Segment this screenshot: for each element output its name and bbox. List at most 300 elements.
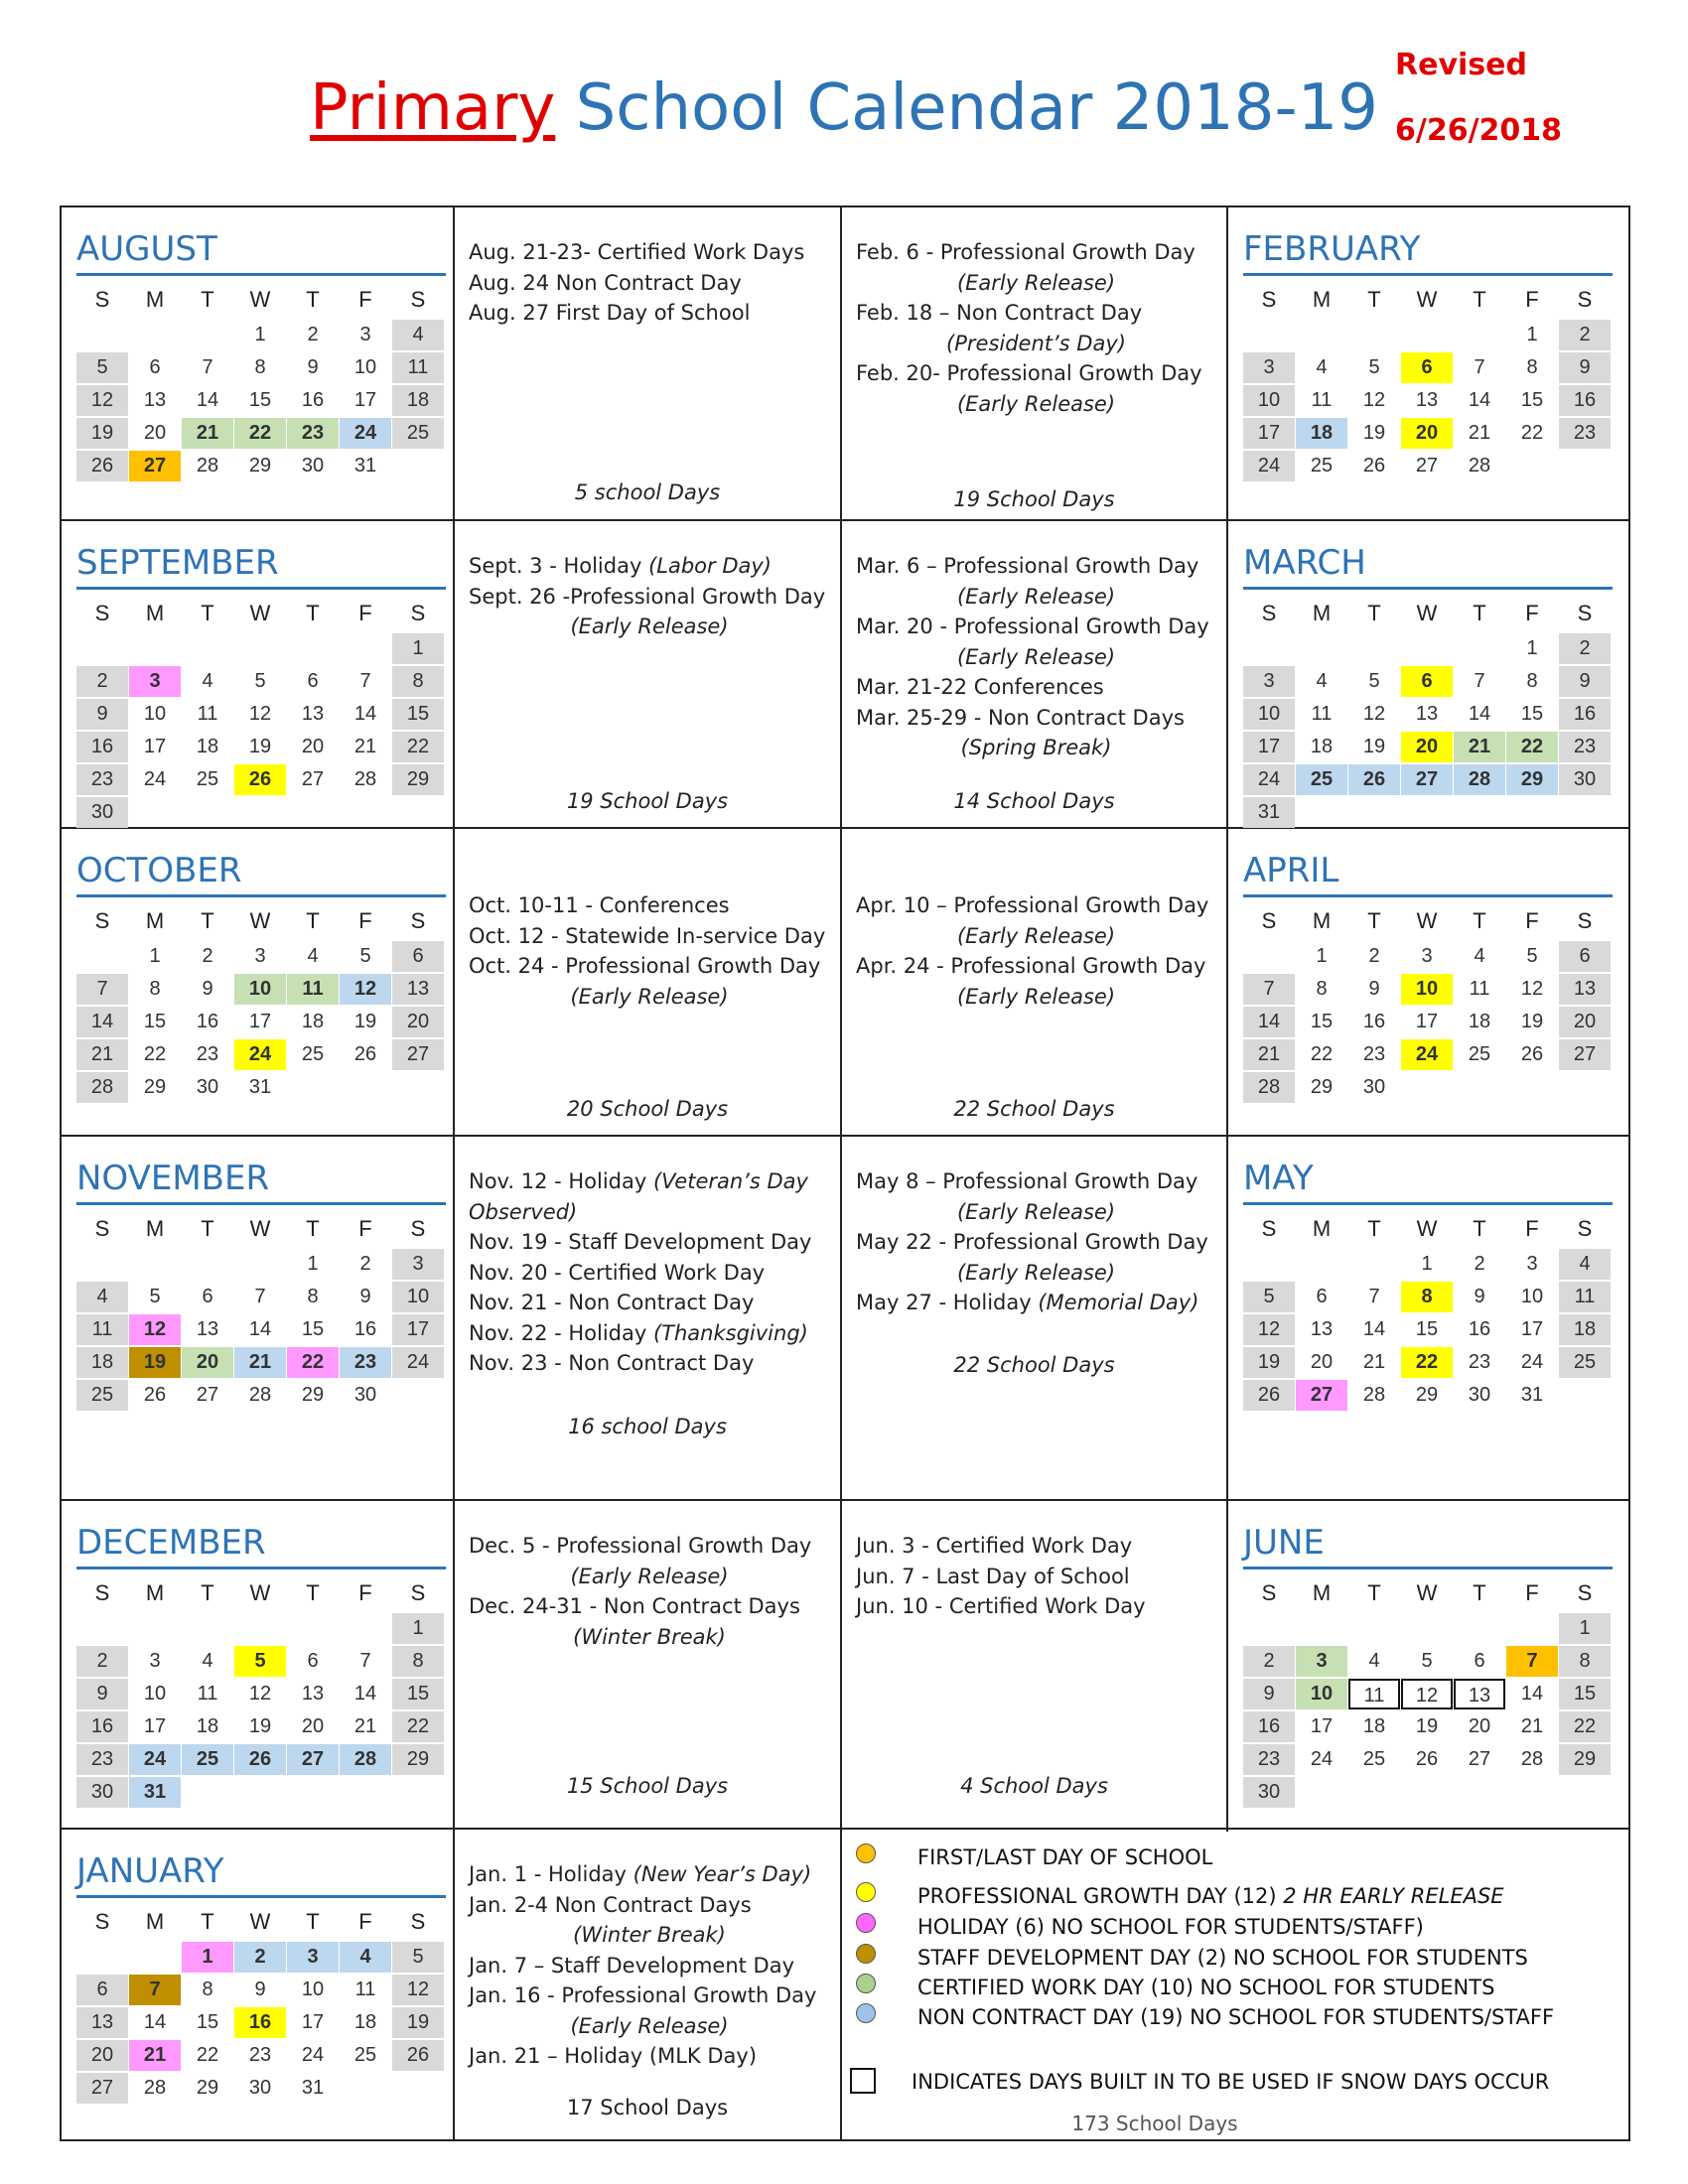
day-cell[interactable]: 27 <box>301 768 325 790</box>
day-cell[interactable]: 3 <box>1421 945 1433 967</box>
day-cell[interactable]: 8 <box>392 1646 444 1677</box>
day-cell[interactable]: 31 <box>353 455 377 477</box>
day-cell[interactable]: 2 <box>1243 1646 1295 1677</box>
day-cell[interactable]: 17 <box>1415 1011 1439 1032</box>
day-cell[interactable]: 26 <box>234 1744 286 1775</box>
day-cell[interactable]: 7 <box>254 1286 266 1307</box>
day-cell[interactable]: 22 <box>1520 422 1544 444</box>
day-cell[interactable]: 1 <box>182 1942 233 1973</box>
day-cell[interactable]: 29 <box>1310 1076 1334 1098</box>
day-cell[interactable]: 16 <box>1243 1711 1295 1742</box>
day-cell[interactable]: 5 <box>1421 1650 1433 1672</box>
day-cell[interactable]: 20 <box>1401 418 1453 449</box>
day-cell[interactable]: 27 <box>392 1039 444 1070</box>
day-cell[interactable]: 18 <box>1468 1011 1491 1032</box>
day-cell[interactable]: 22 <box>196 2044 219 2066</box>
day-cell[interactable]: 26 <box>143 1384 167 1406</box>
day-cell[interactable]: 4 <box>1316 670 1328 692</box>
day-cell[interactable]: 10 <box>143 703 167 725</box>
day-cell[interactable]: 8 <box>307 1286 319 1307</box>
day-cell[interactable]: 3 <box>359 324 371 345</box>
day-cell[interactable]: 19 <box>1243 1347 1295 1378</box>
day-cell[interactable]: 30 <box>76 797 128 828</box>
day-cell[interactable]: 23 <box>1468 1351 1491 1373</box>
day-cell[interactable]: 20 <box>1468 1715 1491 1737</box>
day-cell[interactable]: 21 <box>1454 732 1505 762</box>
day-cell[interactable]: 13 <box>1559 974 1611 1005</box>
day-cell[interactable]: 22 <box>1559 1711 1611 1742</box>
day-cell[interactable]: 19 <box>1362 736 1386 757</box>
day-cell[interactable]: 16 <box>1559 699 1611 730</box>
day-cell[interactable]: 22 <box>392 732 444 762</box>
day-cell[interactable]: 12 <box>76 385 128 416</box>
day-cell[interactable]: 10 <box>1520 1286 1544 1307</box>
day-cell[interactable]: 15 <box>1559 1679 1611 1709</box>
day-cell[interactable]: 11 <box>1469 978 1490 1000</box>
day-cell[interactable]: 26 <box>353 1043 377 1065</box>
day-cell[interactable]: 27 <box>1415 455 1439 477</box>
day-cell[interactable]: 4 <box>1368 1650 1380 1672</box>
day-cell[interactable]: 12 <box>1401 1679 1453 1709</box>
day-cell[interactable]: 25 <box>1559 1347 1611 1378</box>
day-cell[interactable]: 10 <box>353 356 377 378</box>
day-cell[interactable]: 10 <box>234 974 286 1005</box>
day-cell[interactable]: 29 <box>301 1384 325 1406</box>
day-cell[interactable]: 4 <box>202 670 213 692</box>
day-cell[interactable]: 3 <box>1243 352 1295 383</box>
day-cell[interactable]: 16 <box>196 1011 219 1032</box>
day-cell[interactable]: 28 <box>1362 1384 1386 1406</box>
day-cell[interactable]: 7 <box>1474 670 1485 692</box>
day-cell[interactable]: 25 <box>76 1380 128 1411</box>
day-cell[interactable]: 17 <box>248 1011 272 1032</box>
day-cell[interactable]: 22 <box>1506 732 1558 762</box>
day-cell[interactable]: 9 <box>1368 978 1380 1000</box>
day-cell[interactable]: 27 <box>1401 764 1453 795</box>
day-cell[interactable]: 20 <box>143 422 167 444</box>
day-cell[interactable]: 25 <box>353 2044 377 2066</box>
day-cell[interactable]: 15 <box>196 2011 219 2033</box>
day-cell[interactable]: 8 <box>1559 1646 1611 1677</box>
day-cell[interactable]: 14 <box>1468 703 1491 725</box>
day-cell[interactable]: 2 <box>202 945 213 967</box>
day-cell[interactable]: 24 <box>1310 1748 1334 1770</box>
day-cell[interactable]: 18 <box>353 2011 377 2033</box>
day-cell[interactable]: 3 <box>1526 1253 1538 1275</box>
day-cell[interactable]: 12 <box>340 974 391 1005</box>
day-cell[interactable]: 30 <box>248 2077 272 2099</box>
day-cell[interactable]: 12 <box>1362 389 1386 411</box>
day-cell[interactable]: 12 <box>1362 703 1386 725</box>
day-cell[interactable]: 27 <box>76 2073 128 2104</box>
day-cell[interactable]: 31 <box>248 1076 272 1098</box>
day-cell[interactable]: 20 <box>301 736 325 757</box>
day-cell[interactable]: 21 <box>1520 1715 1544 1737</box>
day-cell[interactable]: 23 <box>196 1043 219 1065</box>
day-cell[interactable]: 6 <box>149 356 161 378</box>
day-cell[interactable]: 26 <box>392 2040 444 2071</box>
day-cell[interactable]: 17 <box>1243 418 1295 449</box>
day-cell[interactable]: 12 <box>392 1975 444 2005</box>
day-cell[interactable]: 18 <box>392 385 444 416</box>
day-cell[interactable]: 29 <box>1506 764 1558 795</box>
day-cell[interactable]: 27 <box>287 1744 339 1775</box>
day-cell[interactable]: 17 <box>143 736 167 757</box>
day-cell[interactable]: 19 <box>1415 1715 1439 1737</box>
day-cell[interactable]: 15 <box>392 699 444 730</box>
day-cell[interactable]: 14 <box>353 1683 377 1705</box>
day-cell[interactable]: 24 <box>143 768 167 790</box>
day-cell[interactable]: 31 <box>1243 797 1295 828</box>
day-cell[interactable]: 25 <box>1296 764 1347 795</box>
day-cell[interactable]: 17 <box>1520 1318 1544 1340</box>
day-cell[interactable]: 13 <box>143 389 167 411</box>
day-cell[interactable]: 6 <box>1474 1650 1485 1672</box>
day-cell[interactable]: 19 <box>1520 1011 1544 1032</box>
day-cell[interactable]: 14 <box>76 1007 128 1037</box>
day-cell[interactable]: 13 <box>196 1318 219 1340</box>
day-cell[interactable]: 29 <box>1559 1744 1611 1775</box>
day-cell[interactable]: 3 <box>1243 666 1295 697</box>
day-cell[interactable]: 27 <box>1296 1380 1347 1411</box>
day-cell[interactable]: 5 <box>76 352 128 383</box>
day-cell[interactable]: 14 <box>1468 389 1491 411</box>
day-cell[interactable]: 20 <box>301 1715 325 1737</box>
day-cell[interactable]: 19 <box>248 736 272 757</box>
day-cell[interactable]: 28 <box>196 455 219 477</box>
day-cell[interactable]: 19 <box>248 1715 272 1737</box>
day-cell[interactable]: 31 <box>301 2077 325 2099</box>
day-cell[interactable]: 16 <box>1468 1318 1491 1340</box>
day-cell[interactable]: 27 <box>1468 1748 1491 1770</box>
day-cell[interactable]: 26 <box>1243 1380 1295 1411</box>
day-cell[interactable]: 15 <box>392 1679 444 1709</box>
day-cell[interactable]: 7 <box>1506 1646 1558 1677</box>
day-cell[interactable]: 1 <box>1559 1613 1611 1644</box>
day-cell[interactable]: 25 <box>301 1043 325 1065</box>
day-cell[interactable]: 2 <box>76 666 128 697</box>
day-cell[interactable]: 13 <box>1415 703 1439 725</box>
day-cell[interactable]: 22 <box>1401 1347 1453 1378</box>
day-cell[interactable]: 25 <box>1362 1748 1386 1770</box>
day-cell[interactable]: 5 <box>234 1646 286 1677</box>
day-cell[interactable]: 15 <box>1310 1011 1334 1032</box>
day-cell[interactable]: 11 <box>1311 389 1333 411</box>
day-cell[interactable]: 11 <box>392 352 444 383</box>
day-cell[interactable]: 30 <box>1468 1384 1491 1406</box>
day-cell[interactable]: 15 <box>1520 703 1544 725</box>
day-cell[interactable]: 28 <box>1520 1748 1544 1770</box>
day-cell[interactable]: 23 <box>1243 1744 1295 1775</box>
day-cell[interactable]: 7 <box>76 974 128 1005</box>
day-cell[interactable]: 27 <box>1559 1039 1611 1070</box>
day-cell[interactable]: 8 <box>1316 978 1328 1000</box>
day-cell[interactable]: 14 <box>1243 1007 1295 1037</box>
day-cell[interactable]: 25 <box>196 768 219 790</box>
day-cell[interactable]: 9 <box>1474 1286 1485 1307</box>
day-cell[interactable]: 8 <box>202 1979 213 2000</box>
day-cell[interactable]: 7 <box>359 670 371 692</box>
day-cell[interactable]: 1 <box>1316 945 1328 967</box>
day-cell[interactable]: 18 <box>76 1347 128 1378</box>
day-cell[interactable]: 20 <box>182 1347 233 1378</box>
day-cell[interactable]: 16 <box>234 2007 286 2038</box>
day-cell[interactable]: 16 <box>301 389 325 411</box>
day-cell[interactable]: 6 <box>76 1975 128 2005</box>
day-cell[interactable]: 21 <box>353 1715 377 1737</box>
day-cell[interactable]: 19 <box>129 1347 181 1378</box>
day-cell[interactable]: 3 <box>149 1650 161 1672</box>
day-cell[interactable]: 15 <box>1520 389 1544 411</box>
day-cell[interactable]: 4 <box>1474 945 1485 967</box>
day-cell[interactable]: 9 <box>1243 1679 1295 1709</box>
day-cell[interactable]: 11 <box>197 1683 218 1705</box>
day-cell[interactable]: 23 <box>248 2044 272 2066</box>
day-cell[interactable]: 19 <box>76 418 128 449</box>
day-cell[interactable]: 4 <box>76 1282 128 1312</box>
day-cell[interactable]: 27 <box>196 1384 219 1406</box>
day-cell[interactable]: 29 <box>392 764 444 795</box>
day-cell[interactable]: 28 <box>1454 764 1505 795</box>
day-cell[interactable]: 26 <box>76 451 128 481</box>
day-cell[interactable]: 5 <box>254 670 266 692</box>
day-cell[interactable]: 10 <box>301 1979 325 2000</box>
day-cell[interactable]: 3 <box>129 666 181 697</box>
day-cell[interactable]: 26 <box>234 764 286 795</box>
day-cell[interactable]: 5 <box>149 1286 161 1307</box>
day-cell[interactable]: 23 <box>76 764 128 795</box>
day-cell[interactable]: 5 <box>1368 670 1380 692</box>
day-cell[interactable]: 30 <box>1243 1777 1295 1808</box>
day-cell[interactable]: 18 <box>301 1011 325 1032</box>
day-cell[interactable]: 15 <box>143 1011 167 1032</box>
day-cell[interactable]: 2 <box>1559 320 1611 350</box>
day-cell[interactable]: 21 <box>1468 422 1491 444</box>
day-cell[interactable]: 26 <box>1348 764 1400 795</box>
day-cell[interactable]: 22 <box>143 1043 167 1065</box>
day-cell[interactable]: 5 <box>1368 356 1380 378</box>
day-cell[interactable]: 10 <box>1243 385 1295 416</box>
day-cell[interactable]: 22 <box>392 1711 444 1742</box>
day-cell[interactable]: 24 <box>1243 451 1295 481</box>
day-cell[interactable]: 11 <box>76 1314 128 1345</box>
day-cell[interactable]: 17 <box>1243 732 1295 762</box>
day-cell[interactable]: 24 <box>1520 1351 1544 1373</box>
day-cell[interactable]: 16 <box>76 732 128 762</box>
day-cell[interactable]: 17 <box>353 389 377 411</box>
day-cell[interactable]: 26 <box>1362 455 1386 477</box>
day-cell[interactable]: 9 <box>1559 352 1611 383</box>
day-cell[interactable]: 4 <box>1559 1249 1611 1280</box>
day-cell[interactable]: 24 <box>234 1039 286 1070</box>
day-cell[interactable]: 8 <box>1526 356 1538 378</box>
day-cell[interactable]: 3 <box>254 945 266 967</box>
day-cell[interactable]: 16 <box>1362 1011 1386 1032</box>
day-cell[interactable]: 28 <box>353 768 377 790</box>
day-cell[interactable]: 1 <box>307 1253 319 1275</box>
day-cell[interactable]: 6 <box>1559 941 1611 972</box>
day-cell[interactable]: 8 <box>149 978 161 1000</box>
day-cell[interactable]: 10 <box>392 1282 444 1312</box>
day-cell[interactable]: 4 <box>202 1650 213 1672</box>
day-cell[interactable]: 6 <box>1401 352 1453 383</box>
day-cell[interactable]: 17 <box>143 1715 167 1737</box>
day-cell[interactable]: 22 <box>1310 1043 1334 1065</box>
day-cell[interactable]: 31 <box>129 1777 181 1808</box>
day-cell[interactable]: 14 <box>143 2011 167 2033</box>
day-cell[interactable]: 3 <box>287 1942 339 1973</box>
day-cell[interactable]: 9 <box>1559 666 1611 697</box>
day-cell[interactable]: 28 <box>1468 455 1491 477</box>
day-cell[interactable]: 21 <box>182 418 233 449</box>
day-cell[interactable]: 5 <box>359 945 371 967</box>
day-cell[interactable]: 9 <box>202 978 213 1000</box>
day-cell[interactable]: 13 <box>392 974 444 1005</box>
day-cell[interactable]: 15 <box>1415 1318 1439 1340</box>
day-cell[interactable]: 7 <box>359 1650 371 1672</box>
day-cell[interactable]: 17 <box>1310 1715 1334 1737</box>
day-cell[interactable]: 1 <box>149 945 161 967</box>
day-cell[interactable]: 14 <box>1362 1318 1386 1340</box>
day-cell[interactable]: 9 <box>76 1679 128 1709</box>
day-cell[interactable]: 12 <box>129 1314 181 1345</box>
day-cell[interactable]: 30 <box>196 1076 219 1098</box>
day-cell[interactable]: 18 <box>1559 1314 1611 1345</box>
day-cell[interactable]: 25 <box>392 418 444 449</box>
day-cell[interactable]: 29 <box>1415 1384 1439 1406</box>
day-cell[interactable]: 7 <box>202 356 213 378</box>
day-cell[interactable]: 30 <box>353 1384 377 1406</box>
day-cell[interactable]: 13 <box>1310 1318 1334 1340</box>
day-cell[interactable]: 2 <box>359 1253 371 1275</box>
day-cell[interactable]: 19 <box>353 1011 377 1032</box>
day-cell[interactable]: 15 <box>301 1318 325 1340</box>
day-cell[interactable]: 7 <box>1474 356 1485 378</box>
day-cell[interactable]: 23 <box>1559 418 1611 449</box>
day-cell[interactable]: 11 <box>1311 703 1333 725</box>
day-cell[interactable]: 18 <box>196 1715 219 1737</box>
day-cell[interactable]: 24 <box>301 2044 325 2066</box>
day-cell[interactable]: 28 <box>248 1384 272 1406</box>
day-cell[interactable]: 21 <box>234 1347 286 1378</box>
day-cell[interactable]: 23 <box>76 1744 128 1775</box>
day-cell[interactable]: 1 <box>1421 1253 1433 1275</box>
day-cell[interactable]: 21 <box>353 736 377 757</box>
day-cell[interactable]: 10 <box>1296 1679 1347 1709</box>
day-cell[interactable]: 28 <box>143 2077 167 2099</box>
day-cell[interactable]: 30 <box>76 1777 128 1808</box>
day-cell[interactable]: 2 <box>76 1646 128 1677</box>
day-cell[interactable]: 25 <box>182 1744 233 1775</box>
day-cell[interactable]: 19 <box>1362 422 1386 444</box>
day-cell[interactable]: 18 <box>1310 736 1334 757</box>
day-cell[interactable]: 21 <box>129 2040 181 2071</box>
day-cell[interactable]: 17 <box>392 1314 444 1345</box>
day-cell[interactable]: 20 <box>392 1007 444 1037</box>
day-cell[interactable]: 26 <box>1415 1748 1439 1770</box>
day-cell[interactable]: 1 <box>1526 324 1538 345</box>
day-cell[interactable]: 3 <box>392 1249 444 1280</box>
day-cell[interactable]: 7 <box>1243 974 1295 1005</box>
day-cell[interactable]: 29 <box>143 1076 167 1098</box>
day-cell[interactable]: 18 <box>1296 418 1347 449</box>
day-cell[interactable]: 29 <box>196 2077 219 2099</box>
day-cell[interactable]: 6 <box>307 1650 319 1672</box>
day-cell[interactable]: 13 <box>1454 1679 1505 1709</box>
day-cell[interactable]: 1 <box>392 1613 444 1644</box>
day-cell[interactable]: 4 <box>392 320 444 350</box>
day-cell[interactable]: 4 <box>307 945 319 967</box>
day-cell[interactable]: 30 <box>301 455 325 477</box>
day-cell[interactable]: 14 <box>196 389 219 411</box>
day-cell[interactable]: 26 <box>1520 1043 1544 1065</box>
day-cell[interactable]: 23 <box>340 1347 391 1378</box>
day-cell[interactable]: 15 <box>248 389 272 411</box>
day-cell[interactable]: 10 <box>1401 974 1453 1005</box>
day-cell[interactable]: 10 <box>1243 699 1295 730</box>
day-cell[interactable]: 28 <box>340 1744 391 1775</box>
day-cell[interactable]: 12 <box>248 1683 272 1705</box>
day-cell[interactable]: 30 <box>1559 764 1611 795</box>
day-cell[interactable]: 8 <box>254 356 266 378</box>
day-cell[interactable]: 21 <box>1243 1039 1295 1070</box>
day-cell[interactable]: 13 <box>76 2007 128 2038</box>
day-cell[interactable]: 21 <box>76 1039 128 1070</box>
day-cell[interactable]: 6 <box>1316 1286 1328 1307</box>
day-cell[interactable]: 11 <box>354 1979 376 2000</box>
day-cell[interactable]: 28 <box>76 1072 128 1103</box>
day-cell[interactable]: 16 <box>76 1711 128 1742</box>
day-cell[interactable]: 20 <box>76 2040 128 2071</box>
day-cell[interactable]: 8 <box>392 666 444 697</box>
day-cell[interactable]: 22 <box>287 1347 339 1378</box>
day-cell[interactable]: 1 <box>1526 637 1538 659</box>
day-cell[interactable]: 29 <box>392 1744 444 1775</box>
day-cell[interactable]: 7 <box>1368 1286 1380 1307</box>
day-cell[interactable]: 18 <box>1362 1715 1386 1737</box>
day-cell[interactable]: 17 <box>301 2011 325 2033</box>
day-cell[interactable]: 8 <box>1526 670 1538 692</box>
day-cell[interactable]: 24 <box>340 418 391 449</box>
day-cell[interactable]: 6 <box>307 670 319 692</box>
day-cell[interactable]: 13 <box>301 703 325 725</box>
day-cell[interactable]: 25 <box>1468 1043 1491 1065</box>
day-cell[interactable]: 2 <box>1368 945 1380 967</box>
day-cell[interactable]: 7 <box>129 1975 181 2005</box>
day-cell[interactable]: 13 <box>301 1683 325 1705</box>
day-cell[interactable]: 5 <box>1526 945 1538 967</box>
day-cell[interactable]: 31 <box>1520 1384 1544 1406</box>
day-cell[interactable]: 2 <box>1474 1253 1485 1275</box>
day-cell[interactable]: 11 <box>1348 1679 1400 1709</box>
day-cell[interactable]: 6 <box>392 941 444 972</box>
day-cell[interactable]: 16 <box>1559 385 1611 416</box>
day-cell[interactable]: 24 <box>1401 1039 1453 1070</box>
day-cell[interactable]: 23 <box>1559 732 1611 762</box>
day-cell[interactable]: 30 <box>1362 1076 1386 1098</box>
day-cell[interactable]: 2 <box>234 1942 286 1973</box>
day-cell[interactable]: 29 <box>248 455 272 477</box>
day-cell[interactable]: 13 <box>1415 389 1439 411</box>
day-cell[interactable]: 8 <box>1401 1282 1453 1312</box>
day-cell[interactable]: 12 <box>248 703 272 725</box>
day-cell[interactable]: 20 <box>1559 1007 1611 1037</box>
day-cell[interactable]: 2 <box>307 324 319 345</box>
day-cell[interactable]: 23 <box>287 418 339 449</box>
day-cell[interactable]: 5 <box>1243 1282 1295 1312</box>
day-cell[interactable]: 22 <box>234 418 286 449</box>
day-cell[interactable]: 19 <box>392 2007 444 2038</box>
